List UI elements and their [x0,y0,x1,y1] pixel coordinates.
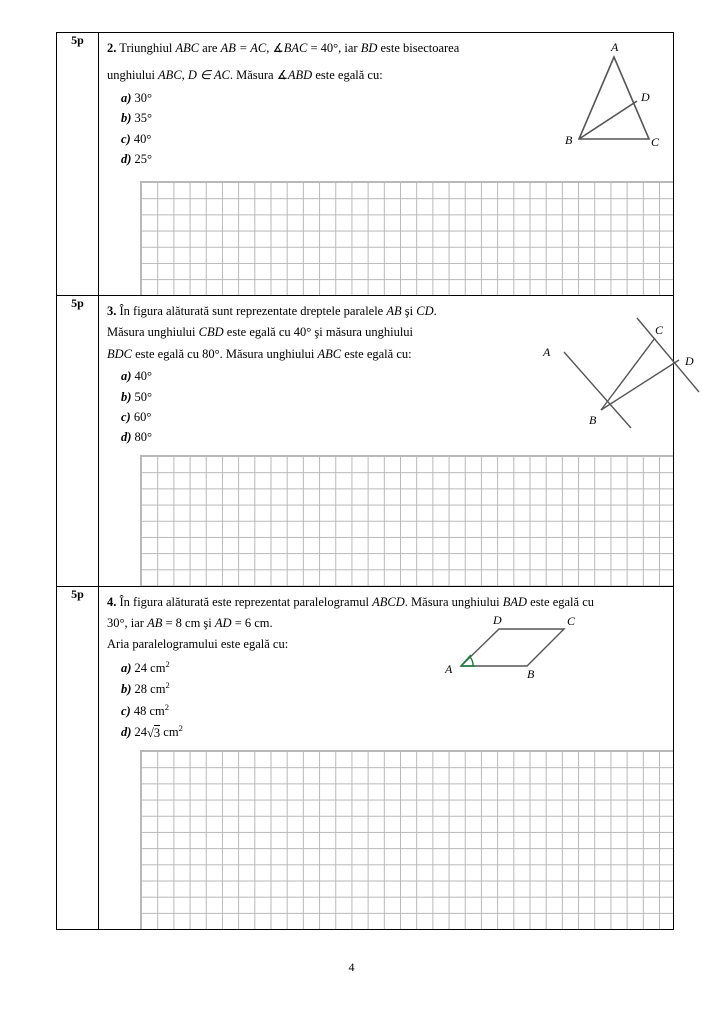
q4-l1b: ABCD [372,594,405,609]
q3-l1e: . [433,304,437,318]
q2-t1d: AB = AC [220,41,267,55]
q2-t1c: are [202,41,218,55]
figure-parallelogram-abcd [399,611,609,691]
option-value: 48 [133,703,147,718]
option-label: c) [121,703,131,718]
q2-t2f: ABD [287,68,313,83]
question-row-2 [57,33,674,296]
q4-l1a: În figura alăturată este reprezentat paralelogramul [119,594,370,609]
question-row-3 [57,296,674,587]
option-unit: cm [150,682,166,697]
q4-l1e: este egală cu [530,594,594,609]
option-value: 50° [134,389,153,404]
option-exp: 2 [165,658,170,669]
figure-label-C: C [567,613,576,628]
worksheet-grid-q3 [99,455,673,586]
option-label: b) [121,389,132,404]
q2-t1f: BAC [283,41,308,55]
q4-l2b: AB [147,616,163,630]
q3-l3b: este egală cu [135,346,199,361]
figure-label-D: D [641,90,650,104]
q3-l3e: ABC [317,346,342,361]
q3-l1b: AB [386,304,402,318]
figure-label-B: B [565,133,573,147]
q4-l1c: . Măsura unghiului [404,594,500,609]
option-value: 40° [134,369,153,384]
q3-l3a: BDC [107,346,132,361]
option-value: 80° [134,430,153,445]
q3-l1a: În figura alăturată sunt reprezentate dreptele paralele [119,304,384,318]
exam-table [56,32,694,930]
q4-l2c: = 8 cm şi [162,616,212,630]
points-cell-q4: 5p [57,586,99,929]
figure-label-A: A [445,661,453,676]
q2-t1i: este bisectoarea [380,41,460,55]
q4-l2a: 30°, iar [107,616,144,630]
q3-l2a: Măsura unghiului [107,325,196,340]
option-value: 24 [134,660,148,675]
option-value: 25° [134,151,153,166]
page-number: 4 [348,960,355,974]
q3-l1c: şi [404,304,414,318]
option-label: d) [121,151,132,166]
worksheet-grid-q4 [99,750,673,929]
option-value: 24 [134,725,148,740]
question-number-q3: 3. [107,304,117,318]
option-exp: 2 [178,723,183,734]
question-number-q2: 2. [107,41,117,55]
q3-l3d: . Măsura unghiului [219,346,315,361]
question-row-4 [57,586,674,929]
q2-t2a: unghiului [107,68,155,83]
question-body-q3 [99,296,694,587]
q2-t2g: este egală cu: [315,68,383,83]
question-body-q2 [99,33,674,296]
option-q4-c[interactable] [121,701,665,722]
option-unit: cm [150,660,166,675]
q3-l1d: CD [416,304,434,318]
option-value: 28 [134,682,148,697]
radicand: 3 [153,725,161,740]
option-value: 60° [133,409,152,424]
option-unit: cm [163,725,179,740]
q3-l2d: 40° [293,325,312,340]
radical: √3 [147,725,161,740]
option-label: b) [121,111,132,126]
q3-l2e: şi măsura unghiului [314,325,414,340]
q3-l3f: este egală cu: [344,346,412,361]
points-cell-q3: 5p [57,296,99,587]
q3-l2c: este egală cu [226,325,291,340]
option-label: d) [121,725,132,740]
option-q4-d[interactable] [121,722,665,743]
figure-label-C: C [651,135,660,149]
q2-t2c: , [181,68,185,83]
option-unit: cm [149,703,165,718]
q3-l3c: 80° [202,346,220,361]
option-value: 35° [134,111,153,126]
q2-t2b: ABC [158,68,182,83]
q2-t1e: , ∡ [266,41,284,55]
q2-t1h: BD [360,41,378,55]
q2-t1a: Triunghiul [119,41,173,55]
figure-label-C: C [655,323,664,337]
q4-l1d: BAD [502,594,528,609]
figure-label-B: B [527,666,535,681]
option-value: 30° [134,90,153,105]
option-exp: 2 [164,701,169,712]
figure-label-A: A [543,345,551,359]
option-label: a) [121,660,132,675]
q4-l3: Aria paralelogramului este egală cu: [107,637,289,652]
figure-label-A: A [611,40,619,54]
question-body-q4 [99,586,674,929]
figure-label-B: B [589,413,597,427]
option-label: b) [121,682,132,697]
q4-l2d: AD [214,616,232,630]
figure-label-D: D [493,612,502,627]
option-label: d) [121,430,132,445]
figure-label-D: D [685,354,694,368]
option-value: 40° [133,131,152,146]
option-label: a) [121,369,132,384]
q2-t1b: ABC [175,41,200,55]
option-label: a) [121,90,132,105]
figure-triangle-abc [559,39,689,179]
q2-t2d: D ∈ AC [187,68,230,83]
q3-l2b: CBD [198,325,224,340]
option-exp: 2 [165,680,170,691]
option-label: c) [121,131,131,146]
points-cell-q2: 5p [57,33,99,296]
q2-t2e: . Măsura ∡ [229,68,288,83]
question-number-q4: 4. [107,594,117,609]
worksheet-grid-q2 [99,181,673,295]
figure-parallel-lines [539,310,703,435]
q2-t1g: = 40°, iar [307,41,358,55]
option-label: c) [121,409,131,424]
q4-l2e: = 6 cm. [231,616,273,630]
